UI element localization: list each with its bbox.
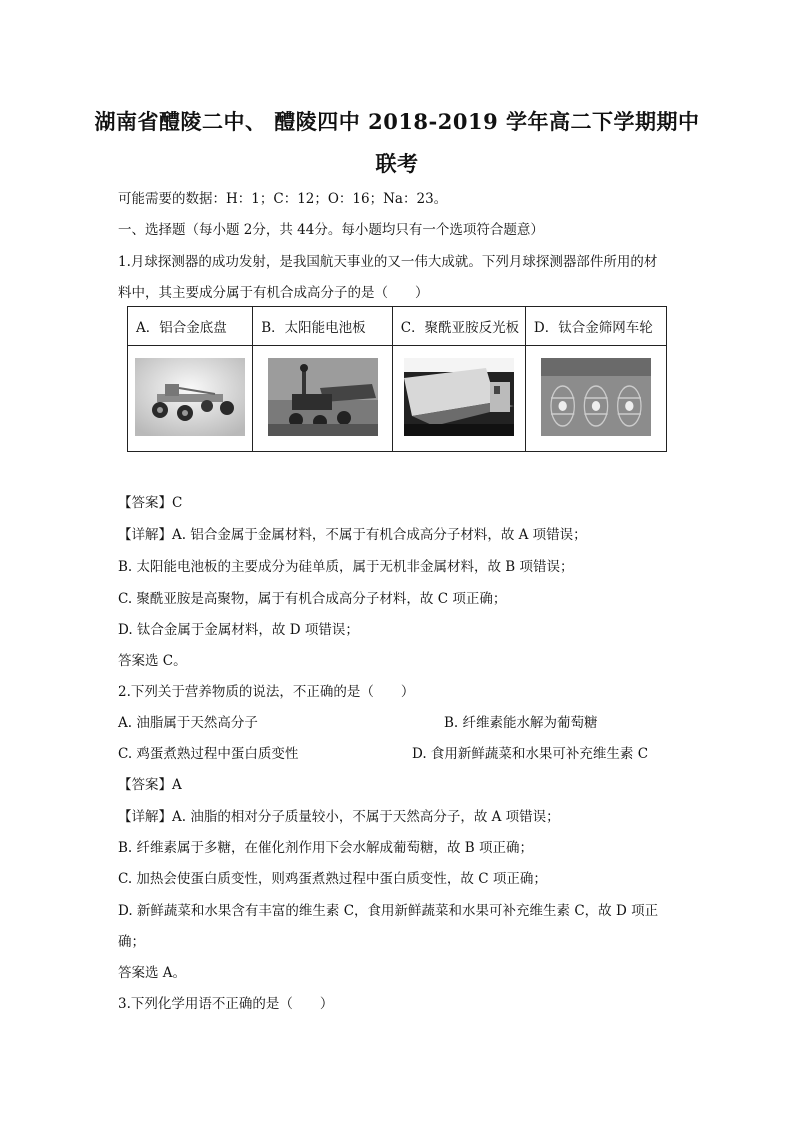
q1-detail-line-3: C. 聚酰亚胺是高聚物，属于有机合成高分子材料，故 C 项正确； — [118, 591, 507, 607]
section-heading: 一、选择题（每小题 2分，共 44分。每小题均只有一个选项符合题意） — [118, 222, 544, 238]
q1-conclusion: 答案选 C。 — [118, 653, 187, 669]
q2-detail-line-4-continued: 确； — [118, 934, 145, 950]
page-title: 湖南省醴陵二中、 醴陵四中 2018-2019 学年高二下学期期中 — [94, 109, 700, 134]
q2-answer: 【答案】A — [118, 777, 182, 793]
q1-option-b-image-cell — [253, 346, 393, 452]
q2-option-a: A. 油脂属于天然高分子 — [118, 715, 258, 731]
q2-stem: 2.下列关于营养物质的说法，不正确的是（ ） — [118, 684, 415, 700]
q1-stem-continued: 料中，其主要成分属于有机合成高分子的是（ ） — [118, 285, 429, 301]
q2-detail-line-3: C. 加热会使蛋白质变性，则鸡蛋煮熟过程中蛋白质变性，故 C 项正确； — [118, 871, 547, 887]
polyimide-reflector-image — [404, 358, 514, 436]
page-title-continued: 联考 — [375, 151, 419, 176]
data-note: 可能需要的数据：H：1；C：12；O：16；Na：23。 — [118, 191, 448, 207]
lunar-rover-chassis-image — [135, 358, 245, 436]
q2-detail-line-2: B. 纤维素属于多糖，在催化剂作用下会水解成葡萄糖，故 B 项正确； — [118, 840, 534, 856]
q1-option-a-label: A．铝合金底盘 — [128, 307, 253, 346]
q1-option-d-image-cell — [525, 346, 666, 452]
q2-option-c: C. 鸡蛋煮熟过程中蛋白质变性 — [118, 746, 299, 762]
q1-option-c-label: C．聚酰亚胺反光板 — [392, 307, 525, 346]
q2-option-b: B. 纤维素能水解为葡萄糖 — [444, 715, 598, 731]
titanium-mesh-wheels-image — [541, 358, 651, 436]
q2-detail-line-4: D. 新鲜蔬菜和水果含有丰富的维生素 C，食用新鲜蔬菜和水果可补充维生素 C，故 D 项正 — [118, 903, 659, 919]
q1-detail-line-4: D. 钛合金属于金属材料，故 D 项错误； — [118, 622, 359, 638]
q1-detail-line-1: 【详解】A. 铝合金属于金属材料，不属于有机合成高分子材料，故 A 项错误； — [118, 527, 587, 543]
q1-answer: 【答案】C — [118, 495, 183, 511]
q2-detail-line-1: 【详解】A. 油脂的相对分子质量较小，不属于天然高分子，故 A 项错误； — [118, 809, 560, 825]
q1-option-a-image-cell — [128, 346, 253, 452]
solar-panel-rover-image — [268, 358, 378, 436]
q1-option-b-label: B．太阳能电池板 — [253, 307, 393, 346]
q3-stem: 3.下列化学用语不正确的是（ ） — [118, 996, 334, 1012]
q2-option-d: D. 食用新鲜蔬菜和水果可补充维生素 C — [412, 746, 649, 762]
q1-stem: 1.月球探测器的成功发射，是我国航天事业的又一伟大成就。下列月球探测器部件所用的材 — [118, 254, 658, 270]
q1-option-c-image-cell — [392, 346, 525, 452]
q1-options-table — [127, 306, 667, 452]
q2-conclusion: 答案选 A。 — [118, 965, 187, 981]
q1-detail-line-2: B. 太阳能电池板的主要成分为硅单质，属于无机非金属材料，故 B 项错误； — [118, 559, 574, 575]
q1-option-d-label: D．钛合金筛网车轮 — [525, 307, 666, 346]
